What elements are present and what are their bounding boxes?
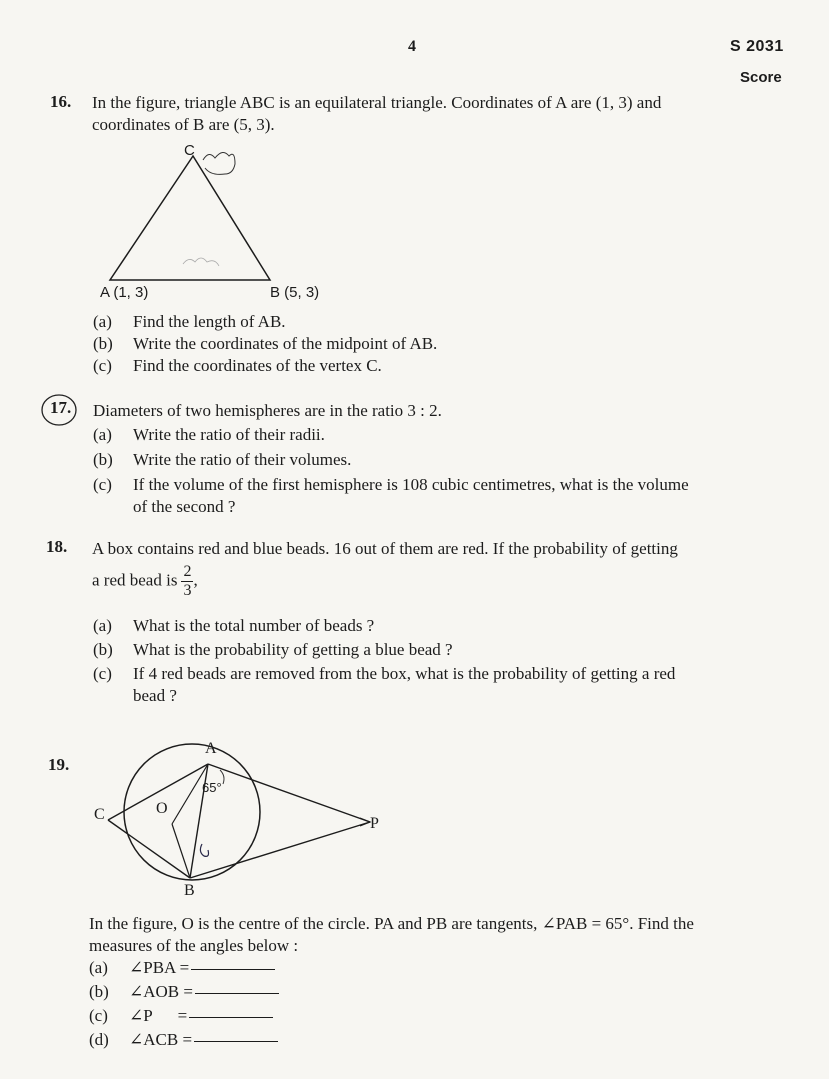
answer-blank[interactable]: [189, 1017, 273, 1018]
question-19-part-a: (a) ∠PBA =: [89, 957, 489, 979]
answer-blank[interactable]: [191, 969, 275, 970]
question-18-part-c-continued: bead ?: [133, 686, 177, 705]
point-b-label: B: [184, 882, 195, 899]
tangent-pb: [190, 822, 370, 878]
paper-code: S 2031: [730, 38, 784, 55]
vertex-b-label: B (5, 3): [270, 284, 320, 301]
point-c-label: C: [94, 806, 105, 823]
question-16-part-a: (a) Find the length of AB.: [93, 312, 286, 331]
question-17-text: Diameters of two hemispheres are in the ratio 3 : 2.: [93, 401, 442, 420]
question-18-part-c: (c) If 4 red beads are removed from the box, what is the probability of getting a red: [93, 664, 676, 683]
circle: [124, 744, 260, 880]
question-18-number: 18.: [46, 537, 68, 556]
question-16-parts: [93, 311, 773, 377]
question-16-number: 16.: [50, 92, 72, 111]
question-19-line-1: In the figure, O is the centre of the circle. PA and PB are tangents, ∠PAB = 65°. Find the: [89, 914, 694, 933]
angle-65-label: 65°: [202, 780, 222, 795]
question-16-line-1: In the figure, triangle ABC is an equilateral triangle. Coordinates of A are (1, 3) and: [92, 93, 662, 112]
question-17-part-c: (c) If the volume of the first hemisphere is 108 cubic centimetres, what is the volume: [93, 475, 689, 494]
question-16-line-2: coordinates of B are (5, 3).: [92, 115, 275, 134]
question-19-part-c: (c) ∠P =: [89, 1005, 489, 1027]
question-19-part-d: (d) ∠ACB =: [89, 1029, 489, 1051]
question-16-text: [92, 92, 782, 136]
faint-scribble: [183, 258, 219, 266]
centre-o-label: O: [156, 800, 168, 817]
question-18-parts: [93, 615, 783, 707]
page-number: 4: [408, 38, 416, 55]
question-19-line-2: measures of the angles below :: [89, 936, 299, 955]
question-19-part-b: (b) ∠AOB =: [89, 981, 489, 1003]
pencil-mark: [200, 844, 208, 856]
question-16-part-b: (b) Write the coordinates of the midpoint of AB.: [93, 334, 438, 353]
question-19-parts: [89, 957, 489, 1051]
question-17-part-a: (a) Write the ratio of their radii.: [93, 425, 325, 444]
fraction-two-thirds: $\frac{2}{3}$: [183, 563, 192, 599]
question-18-part-b: (b) What is the probability of getting a blue bead ?: [93, 640, 453, 659]
question-19-number: 19.: [48, 755, 70, 774]
answer-blank[interactable]: [194, 1041, 278, 1042]
vertex-a-label: A (1, 3): [100, 284, 149, 301]
triangle-abc: [110, 156, 270, 280]
point-p-arrow: [360, 818, 370, 826]
answer-blank[interactable]: [195, 993, 279, 994]
point-p-label: P: [370, 815, 379, 832]
radius-ob: [172, 824, 190, 878]
vertex-c-label: C: [184, 142, 195, 159]
question-16-part-c: (c) Find the coordinates of the vertex C.: [93, 356, 382, 375]
question-17-parts: [93, 424, 783, 518]
tangent-pa: [208, 764, 370, 822]
question-18-part-a: (a) What is the total number of beads ?: [93, 616, 375, 635]
score-label: Score: [740, 69, 782, 86]
question-17-number: 17.: [50, 398, 72, 417]
question-18-probability-line: a red bead is $\frac{2}{3}$ ,: [92, 563, 198, 599]
question-18-text: A box contains red and blue beads. 16 out of them are red. If the probability of getting: [92, 539, 678, 558]
circle-tangent-figure: [90, 740, 390, 900]
pencil-scribble: [203, 152, 235, 174]
point-a-label: A: [205, 740, 217, 757]
question-17-part-c-continued: of the second ?: [133, 497, 236, 516]
chord-cb: [108, 820, 190, 878]
question-17-part-b: (b) Write the ratio of their volumes.: [93, 450, 352, 469]
question-19-text: [89, 913, 789, 957]
